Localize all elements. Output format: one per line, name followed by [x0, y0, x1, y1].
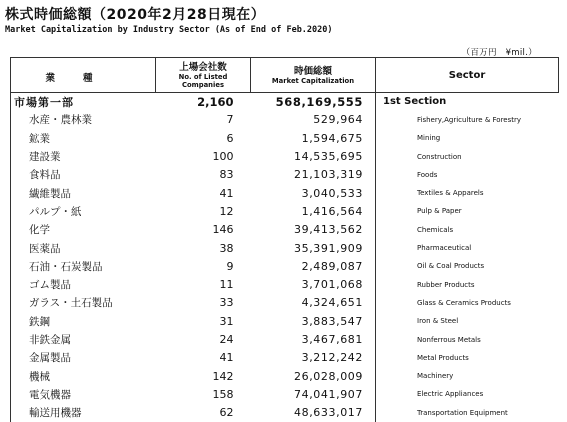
- sector-name: Textiles & Apparels: [417, 189, 484, 198]
- market-cap-value: 39,413,562: [251, 221, 376, 239]
- total-row: [11, 93, 559, 111]
- listed-count: 33: [219, 296, 234, 310]
- industry-name: パルプ・紙: [11, 202, 156, 220]
- market-cap-value: 529,964: [251, 111, 376, 129]
- market-cap-value: 74,041,907: [251, 385, 376, 403]
- industry-name: 輸送用機器: [11, 404, 156, 422]
- page-subtitle: Market Capitalization by Industry Sector (As of End of Feb.2020): [5, 25, 333, 35]
- table-row: [11, 129, 559, 147]
- sector-name: Rubber Products: [417, 280, 475, 289]
- listed-count: 146: [212, 223, 234, 237]
- sector-name: Transportation Equipment: [417, 408, 508, 417]
- industry-name: 非鉄金属: [11, 330, 156, 348]
- header-cap-en: Market Capitalization: [271, 76, 355, 85]
- market-cap-value: 14,535,695: [251, 147, 376, 165]
- table-row: [11, 239, 559, 257]
- table-row: [11, 312, 559, 330]
- sector-name: Oil & Coal Products: [417, 262, 485, 271]
- industry-name: 機械: [11, 367, 156, 385]
- table-row: [11, 147, 559, 165]
- listed-count: 142: [212, 369, 234, 383]
- listed-count: 38: [219, 241, 234, 255]
- listed-count: 62: [219, 406, 234, 420]
- listed-count: 9: [226, 259, 234, 273]
- listed-count: 31: [219, 314, 234, 328]
- listed-count: 41: [219, 351, 234, 365]
- sector-name: Metal Products: [417, 353, 469, 362]
- market-cap-value: 3,701,068: [251, 275, 376, 293]
- total-count: 2,160: [197, 94, 234, 109]
- industry-name: 電気機器: [11, 385, 156, 403]
- market-cap-value: 48,633,017: [251, 404, 376, 422]
- industry-name: 金属製品: [11, 349, 156, 367]
- market-cap-value: 3,212,242: [251, 349, 376, 367]
- sector-name: Iron & Steel: [417, 317, 459, 326]
- industry-name: 水産・農林業: [11, 111, 156, 129]
- header-cap-jp: 時価総額: [293, 65, 332, 77]
- table-row: [11, 385, 559, 403]
- table-row: [11, 404, 559, 422]
- header-market-cap: [251, 58, 376, 93]
- market-cap-value: 35,391,909: [251, 239, 376, 257]
- header-listed-jp: 上場会社数: [179, 61, 227, 73]
- industry-name: 食料品: [11, 166, 156, 184]
- page-title: 株式時価総額（2020年2月28日現在）: [5, 7, 266, 23]
- table-row: [11, 257, 559, 275]
- industry-name: 石油・石炭製品: [11, 257, 156, 275]
- table-row: [11, 221, 559, 239]
- table-row: [11, 330, 559, 348]
- industry-name: 鉱業: [11, 129, 156, 147]
- industry-name: 医薬品: [11, 239, 156, 257]
- header-listed-companies: [156, 58, 251, 93]
- sector-name: Pharmaceutical: [417, 244, 472, 253]
- market-cap-value: 26,028,009: [251, 367, 376, 385]
- market-cap-value: 3,883,547: [251, 312, 376, 330]
- market-cap-table: [10, 57, 559, 422]
- unit-note: （百万円 ¥mil.）: [461, 48, 537, 58]
- market-cap-value: 1,416,564: [251, 202, 376, 220]
- listed-count: 158: [212, 387, 234, 401]
- sector-name: Mining: [417, 134, 441, 143]
- market-cap-value: 1,594,675: [251, 129, 376, 147]
- industry-name: ゴム製品: [11, 275, 156, 293]
- listed-count: 6: [226, 131, 234, 145]
- sector-name: Pulp & Paper: [417, 207, 462, 216]
- sector-name: Machinery: [417, 372, 454, 381]
- sector-name: Glass & Ceramics Products: [417, 298, 511, 307]
- table-row: [11, 349, 559, 367]
- table-row: [11, 367, 559, 385]
- market-cap-value: 3,467,681: [251, 330, 376, 348]
- listed-count: 24: [219, 333, 234, 346]
- header-industry: 業種: [11, 58, 156, 93]
- industry-name: 繊維製品: [11, 184, 156, 202]
- listed-count: 11: [219, 278, 234, 292]
- table-row: [11, 202, 559, 220]
- sector-name: Fishery,Agriculture & Forestry: [417, 115, 522, 124]
- table-row: [11, 294, 559, 312]
- industry-name: 建設業: [11, 147, 156, 165]
- listed-count: 7: [226, 113, 234, 127]
- total-name: 市場第一部: [11, 93, 156, 111]
- table-row: [11, 275, 559, 293]
- total-sector: 1st Section: [383, 96, 447, 108]
- sector-name: Foods: [417, 170, 438, 179]
- industry-name: 鉄鋼: [11, 312, 156, 330]
- listed-count: 83: [219, 168, 234, 182]
- market-cap-value: 21,103,319: [251, 166, 376, 184]
- table-row: [11, 111, 559, 129]
- market-cap-value: 2,489,087: [251, 257, 376, 275]
- market-cap-value: 3,040,533: [251, 184, 376, 202]
- table-row: [11, 184, 559, 202]
- industry-name: ガラス・土石製品: [11, 294, 156, 312]
- table-row: [11, 166, 559, 184]
- listed-count: 100: [212, 150, 234, 164]
- market-cap-value: 4,324,651: [251, 294, 376, 312]
- table-header-row: [11, 58, 559, 93]
- listed-count: 12: [219, 204, 234, 218]
- total-cap: 568,169,555: [251, 93, 376, 111]
- sector-name: Construction: [417, 152, 462, 161]
- industry-name: 化学: [11, 221, 156, 239]
- header-listed-en2: Companies: [181, 80, 225, 89]
- sector-name: Nonferrous Metals: [417, 335, 481, 344]
- header-sector: Sector: [376, 58, 559, 93]
- header-listed-en1: No. of Listed: [178, 72, 228, 81]
- sector-name: Electric Appliances: [417, 390, 484, 399]
- sector-name: Chemicals: [417, 225, 454, 234]
- listed-count: 41: [219, 186, 234, 200]
